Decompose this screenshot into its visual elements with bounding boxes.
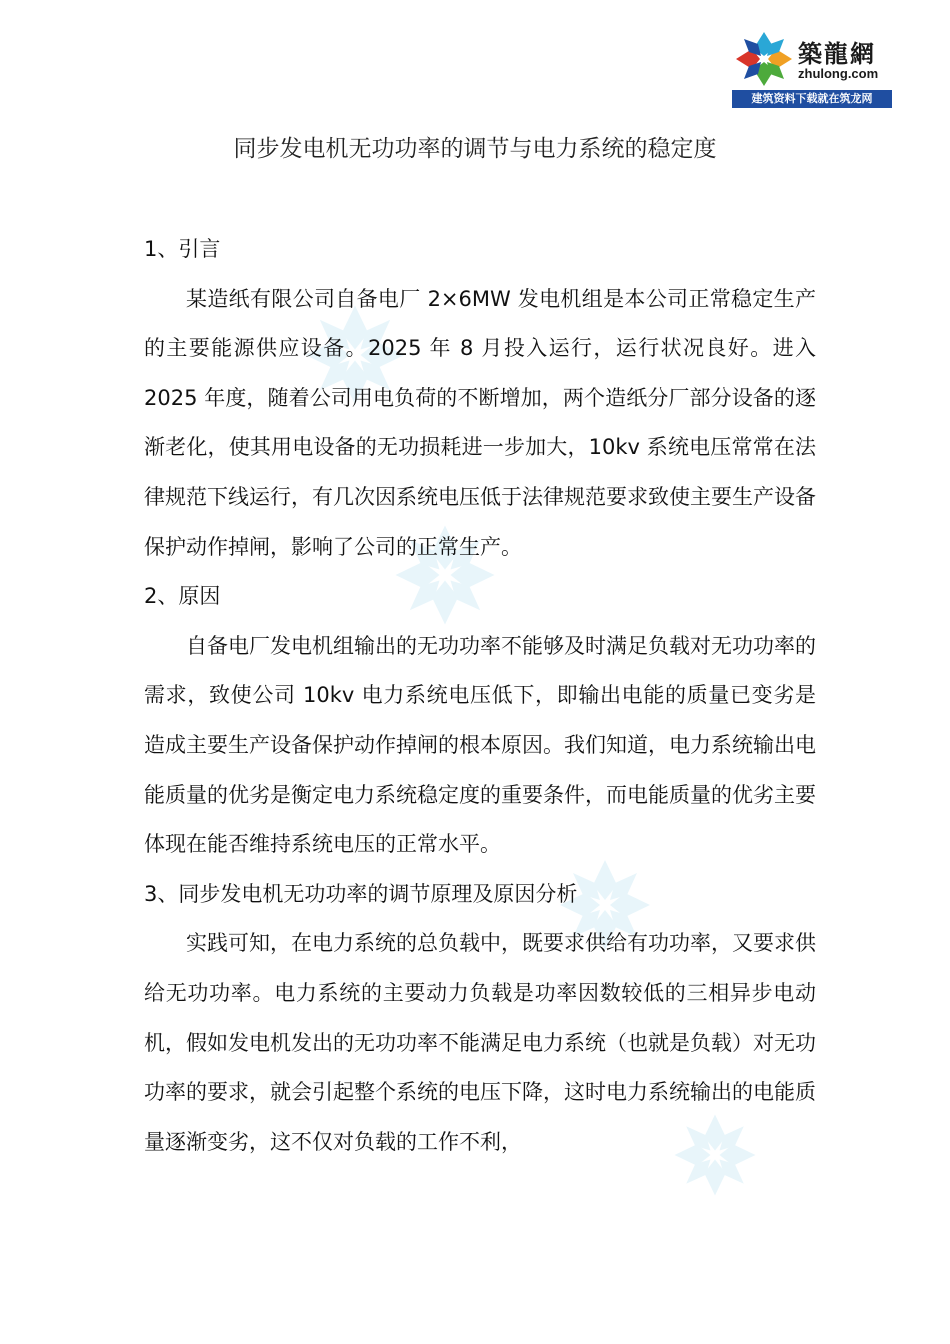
logo-domain: zhulong.com (798, 66, 879, 81)
section-heading-intro: 1、引言 (144, 237, 221, 261)
logo-name-cn: 築龍網 (798, 39, 876, 68)
section-paragraph-principle: 实践可知，在电力系统的总负载中，既要求供给有功功率，又要求供给无功功率。电力系统的主要动力负载是功率因数较低的三相异步电动机，假如发电机发出的无功功率不能满足电力系统（也就是负载）对无功功率的要求，就会引起整个系统的电压下降，这时电力系统输出的电能质量逐渐变劣，这不仅对负载的工作不利， (144, 931, 816, 1154)
logo-slogan: 建筑资料下载就在筑龙网 (732, 90, 892, 108)
section-heading-cause: 2、原因 (144, 584, 221, 609)
section-heading-principle: 3、同步发电机无功功率的调节原理及原因分析 (144, 881, 578, 906)
site-logo (732, 28, 892, 108)
section-paragraph-cause: 自备电厂发电机组输出的无功功率不能够及时满足负载对无功功率的需求，致使公司 10kv 电力系统电压低下，即输出电能的质量已变劣是造成主要生产设备保护动作掉闸的根本原因。我们知道，电力系统输出电能质量的优劣是衡定电力系统稳定度的重要条件，而电能质量的优劣主要体现在能否维持系统电压的正常水平。 (144, 633, 816, 857)
document-body (144, 225, 816, 1167)
zhulong-logo-icon (734, 30, 794, 88)
section-paragraph-intro: 某造纸有限公司自备电厂 2×6MW 发电机组是本公司正常稳定生产的主要能源供应设备。2025 年 8 月投入运行，运行状况良好。进入 2025 年度，随着公司用电负荷的不断增加，两个造纸分厂部分设备的逐渐老化，使其用电设备的无功损耗进一步加大，10kv 系统电压常常在法律规范下线运行，有几次因系统电压低于法律规范要求致使主要生产设备保护动作掉闸，影响了公司的正常生产。 (144, 286, 816, 559)
document-title: 同步发电机无功功率的调节与电力系统的稳定度 (233, 136, 717, 162)
